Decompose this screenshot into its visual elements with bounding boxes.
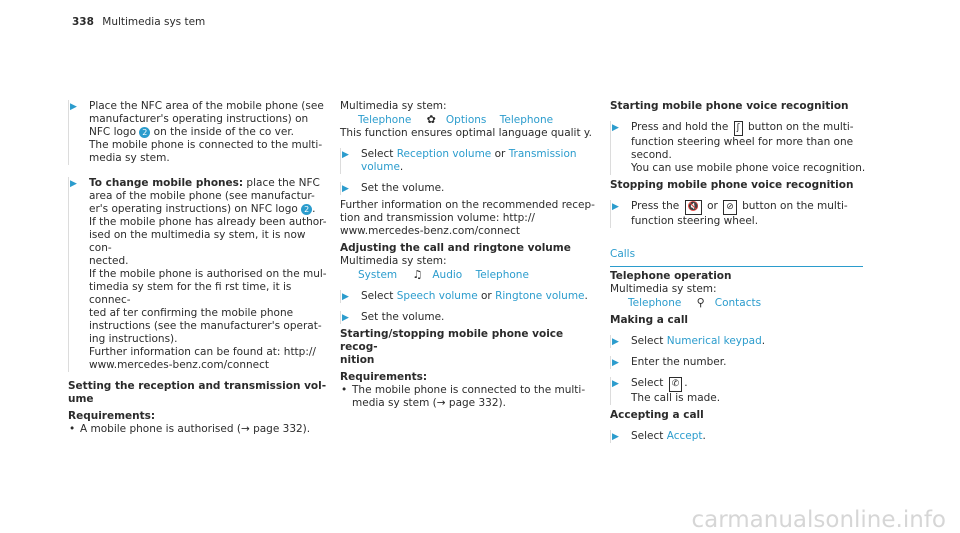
audio-icon: ♫ [412,268,423,281]
ringtone-volume-link[interactable]: Ringtone volume [495,290,585,302]
text-line: Select [631,430,667,442]
path-audio[interactable]: Audio [432,269,463,281]
column-2 [340,100,602,410]
setting-heading-cont: ume [68,393,94,405]
text-line: Enter the number. [631,356,727,368]
text-line: place the NFC [243,177,320,189]
text-line: The mobile phone is connected to the multi- [89,139,323,151]
hang-up-icon: ⊘ [723,200,737,215]
watermark: carmanualsonline.info [691,507,946,533]
text-line: Press and hold the [631,121,732,133]
path-contacts[interactable]: Contacts [714,297,762,309]
text-line: tion and transmission volume: http:// [340,212,535,224]
call-icon[interactable]: ✆ [669,377,683,392]
select-keypad-step: ▶ Select Numerical keypad. [610,335,872,348]
text-line: Place the NFC area of the mobile phone (see [89,100,324,112]
path-telephone[interactable]: Telephone [475,269,529,281]
startstop-heading-cont: nition [340,354,375,366]
mute-icon: 🔇 [685,200,702,215]
calls-section-title: Calls [610,248,863,267]
enter-number-step [610,356,872,369]
select-call-step: ▶ Select ✆ . The call is made. [610,377,872,405]
step-arrow-icon: ▶ [70,179,77,189]
press-hold-step [610,121,872,175]
text-line: button on the multi- [738,200,848,212]
accepting-call-heading: Accepting a call [610,409,704,421]
text-line: . [399,161,404,173]
multimedia-system-label: Multimedia sy stem: [610,283,717,295]
making-call-heading: Making a call [610,314,689,326]
requirements-heading: Requirements: [68,410,156,422]
text-line: on the inside of the co ver. [150,126,295,138]
text-line: If the mobile phone has already been author- [89,216,327,228]
transmission-volume-link-cont[interactable]: volume [361,161,400,173]
startstop-heading: Starting/stopping mobile phone voice recog- [340,328,564,353]
search-icon: ⚲ [696,296,705,309]
select-volume-step [340,148,602,174]
step-arrow-icon: ▶ [342,150,349,160]
text-line: If the mobile phone is authorised on the mul- [89,268,327,280]
text-line: or [703,200,722,212]
path-telephone[interactable]: Telephone [358,114,412,126]
nfc-badge-icon: 2 [301,204,312,215]
nfc-step [68,100,330,165]
text-line: function steering wheel. [631,215,759,227]
speech-volume-link[interactable]: Speech volume [396,290,478,302]
stopping-heading: Stopping mobile phone voice recognition [610,179,854,191]
ensures-text: This function ensures optimal language qualit y. [340,127,592,139]
requirement-item: • The mobile phone is connected to the multi- [340,384,602,397]
multimedia-system-label: Multimedia sy stem: [340,255,447,267]
set-volume-step-2 [340,311,602,324]
step-arrow-icon: ▶ [612,337,619,347]
step-arrow-icon: ▶ [612,379,619,389]
text-line: timedia sy stem for the fi rst time, it is connec- [89,281,292,306]
text-line: . [584,290,588,302]
text-line: button on the multi- [744,121,854,133]
accept-link[interactable]: Accept [666,430,703,442]
menu-path [340,113,602,127]
text-line: or [491,148,509,160]
column-3-lower [610,270,872,443]
text-line: Select [631,335,667,347]
reception-volume-link[interactable]: Reception volume [396,148,492,160]
path-telephone[interactable]: Telephone [628,297,682,309]
requirement-item: • A mobile phone is authorised (→ page 332). [68,423,330,436]
requirement-item-cont: media sy stem (→ page 332). [352,397,506,409]
step-arrow-icon: ▶ [612,432,619,442]
step-arrow-icon: ▶ [612,358,619,368]
text-line: media sy stem. [89,152,170,164]
text-line: or [477,290,496,302]
press-stop-step [610,200,872,228]
text-line: Press the [631,200,683,212]
nfc-badge-icon: 2 [139,127,150,138]
path-system[interactable]: System [358,269,398,281]
text-line: You can use mobile phone voice recognition. [631,162,866,174]
step-arrow-icon: ▶ [342,184,349,194]
step-arrow-icon: ▶ [342,292,349,302]
text-line: er's operating instructions) on NFC logo [89,203,302,215]
text-line: ing instructions). [89,333,178,345]
text-line: Set the volume. [361,311,445,323]
setting-heading: Setting the reception and transmission vol- [68,380,327,392]
text-line: instructions (see the manufacturer's operat- [89,320,322,332]
requirements-heading: Requirements: [340,371,428,383]
text-line: The call is made. [631,392,721,404]
text-line: Further information on the recommended recep- [340,199,595,211]
select-accept-step: ▶ Select Accept. [610,430,872,443]
numerical-keypad-link[interactable]: Numerical keypad [666,335,762,347]
column-3 [610,100,872,228]
text-line: area of the mobile phone (see manufactur- [89,190,315,202]
text-line: ted af ter confirming the mobile phone [89,307,294,319]
text-line: ised on the multimedia sy stem, it is now con- [89,229,306,254]
set-volume-step [340,182,602,195]
select-speech-step [340,290,602,303]
column-1 [68,100,330,436]
voice-control-icon: ʃ [734,121,743,136]
transmission-volume-link[interactable]: Transmission [508,148,577,160]
change-heading: To change mobile phones: [89,177,244,189]
text-line: Select [361,148,397,160]
page-header [72,16,205,29]
text-line: Set the volume. [361,182,445,194]
text-line: www.mercedes-benz.com/connect [340,225,520,237]
change-phone-step: ▶ To change mobile phones: place the NFC area of the mobile phone (see manufactur- er's operating instructions) on NFC logo 2 . If the mobile phone has already been author- ised on the multimedia sy stem, it is now con- nected. If the mobile phone is authorised on the mul- timedia sy stem for the fi rst time, it is connec- ted af ter confirming the mobile phone instructions (see the manufacturer's operat- ing instructions). Further information can be found at: http:// www.mercedes-benz.com/connect [68,177,330,372]
step-arrow-icon: ▶ [612,202,619,212]
path-telephone-2[interactable]: Telephone [499,114,554,126]
path-options[interactable]: Options [445,114,487,126]
multimedia-system-label: Multimedia sy stem: [340,100,447,112]
adjusting-heading: Adjusting the call and ringtone volume [340,242,571,254]
step-arrow-icon: ▶ [342,313,349,323]
text-line: Further information can be found at: http:// [89,346,316,358]
text-line: NFC logo [89,126,140,138]
telephone-operation-heading: Telephone operation [610,270,732,282]
text-line: Select [631,377,667,389]
text-line: manufacturer's operating instructions) on [89,113,309,125]
page-header-title: Multimedia sys tem [102,16,206,28]
options-icon: ✿ [426,113,436,126]
text-line: second. [631,149,672,161]
text-line: Select [361,290,397,302]
step-arrow-icon: ▶ [612,123,619,133]
menu-path [610,296,872,310]
text-line: www.mercedes-benz.com/connect [89,359,269,371]
menu-path [340,268,602,282]
text-line: nected. [89,255,129,267]
page-number: 338 [72,16,94,28]
text-line: function steering wheel for more than one [631,136,854,148]
step-arrow-icon: ▶ [70,102,77,112]
starting-heading: Starting mobile phone voice recognition [610,100,849,112]
